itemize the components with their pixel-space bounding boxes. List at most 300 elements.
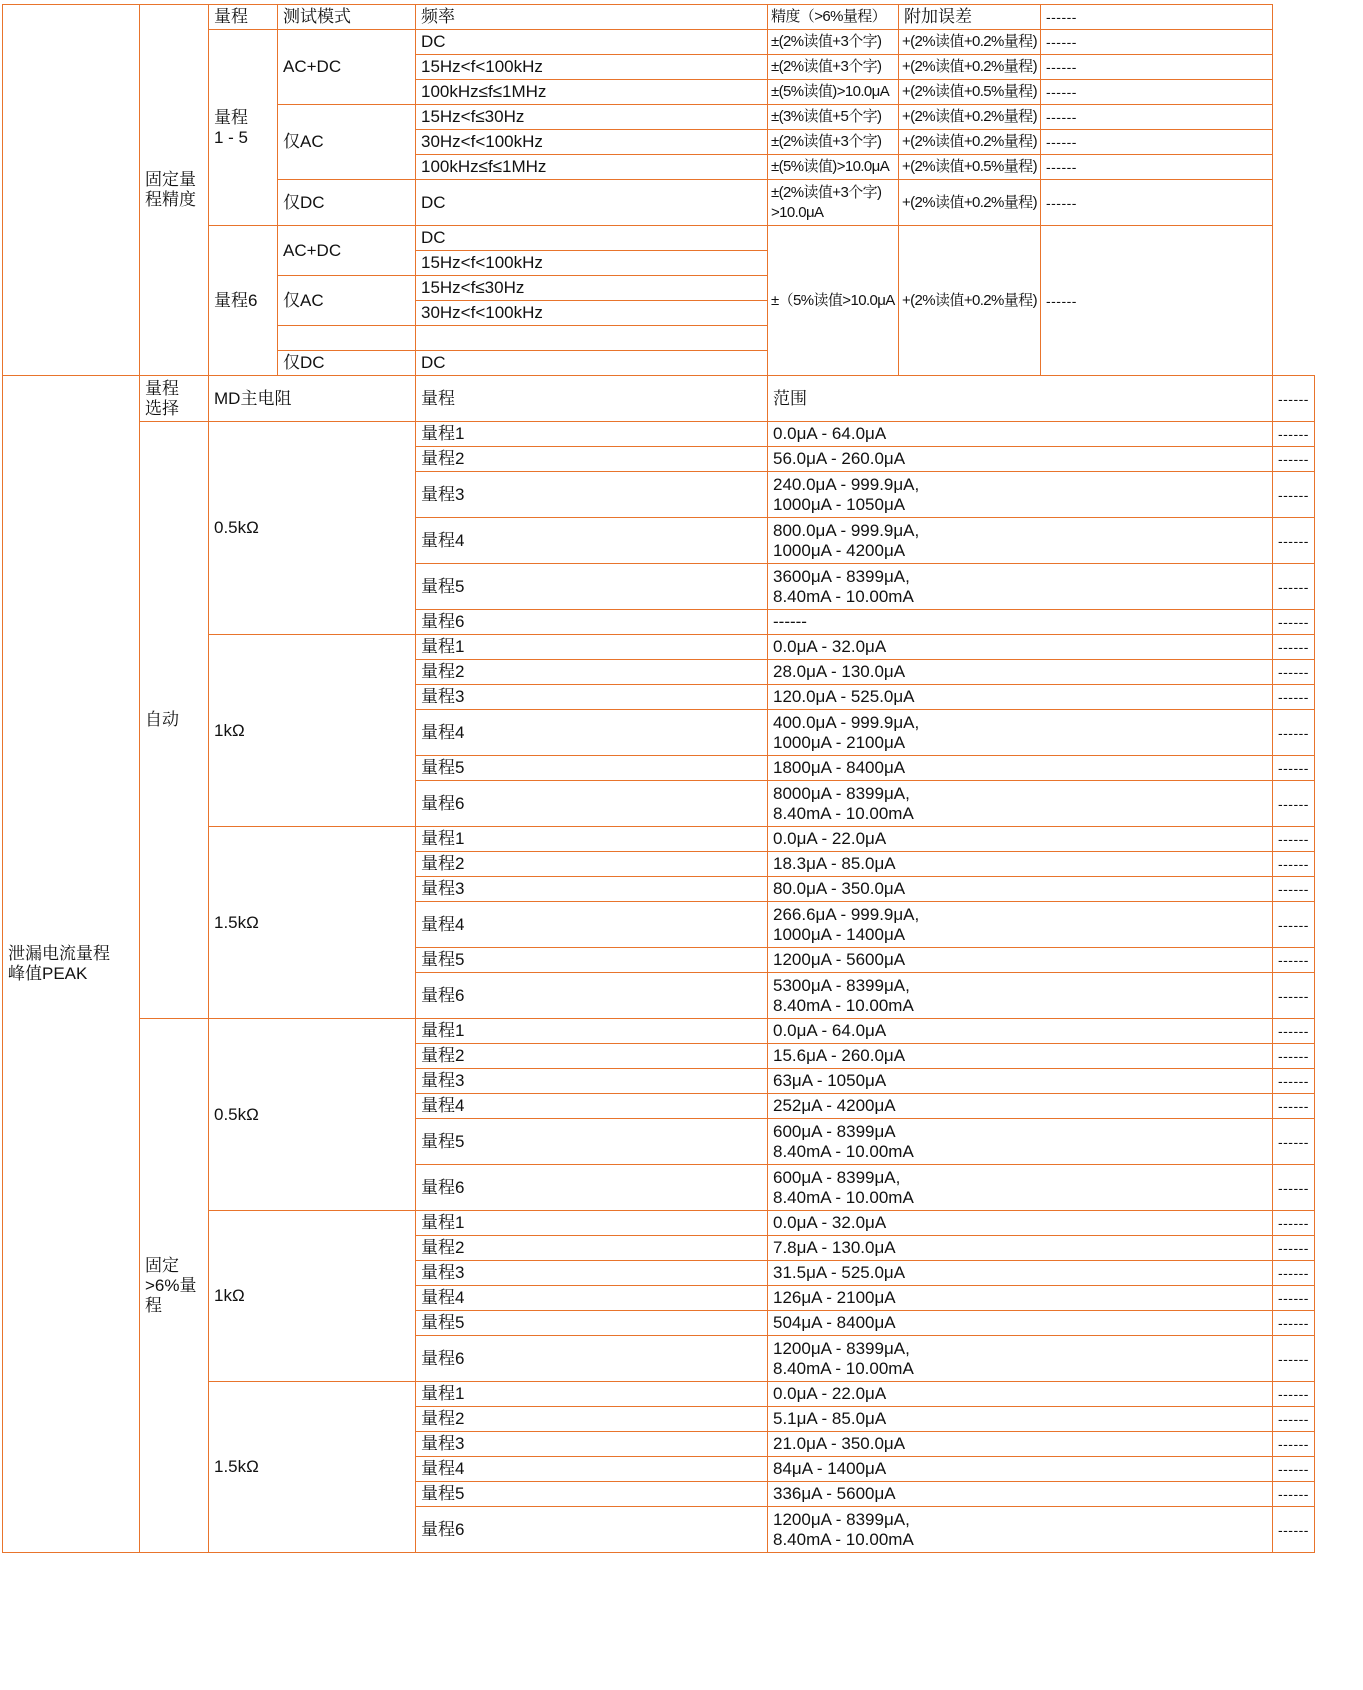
dash-cell-text: ------ [1277, 1265, 1309, 1281]
frequency-cell-text: 30Hz<f<100kHz [421, 303, 543, 322]
header-range-select [140, 376, 209, 422]
table-row [3, 376, 1315, 422]
dash-cell-text: ------ [1277, 1290, 1309, 1306]
range-cell-text: 量程5 [421, 1131, 465, 1151]
range-span-cell-text: 1800μA - 8400μA [773, 758, 906, 777]
dash-cell [1272, 781, 1314, 827]
range-span-cell-text: 8.40mA - 10.00mA [773, 803, 914, 823]
dash-cell-text: ------ [1277, 1486, 1309, 1502]
frequency-cell [416, 30, 768, 55]
dash-cell-text: ------ [1277, 1350, 1309, 1367]
test-mode-cell-text: 仅AC [283, 132, 324, 151]
accuracy-cell [768, 155, 899, 180]
frequency-cell-text: DC [421, 32, 446, 51]
range-span-cell [768, 1236, 1273, 1261]
range-span-cell-text: 8.40mA - 10.00mA [773, 1358, 914, 1378]
range-span-cell-text: 0.0μA - 64.0μA [773, 424, 887, 443]
dash-cell-text: ------ [1277, 689, 1309, 705]
dash-cell [1272, 852, 1314, 877]
range-cell [416, 1507, 768, 1553]
range-cell [416, 1119, 768, 1165]
accuracy-cell [768, 55, 899, 80]
range-span-cell-text: 0.0μA - 64.0μA [773, 1021, 887, 1040]
range-span-cell [768, 685, 1273, 710]
test-mode-cell [278, 180, 416, 226]
range-span-cell-text: 8.40mA - 10.00mA [773, 1187, 914, 1207]
dash-cell [1272, 1094, 1314, 1119]
dash-cell [1272, 1382, 1314, 1407]
range-span-cell-text: 5.1μA - 85.0μA [773, 1409, 887, 1428]
dash-cell [1272, 1336, 1314, 1382]
range-cell-text: 量程1 [421, 1213, 465, 1232]
dash-cell [1040, 80, 1272, 105]
range-6-label [209, 226, 278, 376]
frequency-cell [416, 180, 768, 226]
test-mode-cell-text: 仅DC [283, 353, 325, 372]
dash-cell-text: ------ [1277, 578, 1309, 595]
dash-cell [1040, 30, 1272, 55]
range-cell-text: 量程3 [421, 1434, 465, 1453]
range-span-cell [768, 1261, 1273, 1286]
additional-error-cell-text: +(2%读值+0.5%量程) [902, 83, 1037, 100]
frequency-cell [416, 55, 768, 80]
range-cell [416, 756, 768, 781]
range-6-additional-error [899, 226, 1041, 376]
dash-cell-text: ------ [1277, 1179, 1309, 1196]
test-mode-cell [278, 276, 416, 326]
frequency-cell [416, 276, 768, 301]
range-span-cell-text: 15.6μA - 260.0μA [773, 1046, 906, 1065]
range-cell-text: 量程5 [421, 1313, 465, 1332]
additional-error-cell-text: +(2%读值+0.2%量程) [902, 133, 1037, 150]
header-test-mode-text: 测试模式 [283, 7, 351, 26]
range-span-cell [768, 973, 1273, 1019]
dash-cell-text: ------ [1045, 109, 1077, 125]
dash-cell-text: ------ [1277, 952, 1309, 968]
table-row [3, 5, 1315, 30]
range-span-cell-text: 600μA - 8399μA [773, 1121, 896, 1141]
range-span-cell-text: 120.0μA - 525.0μA [773, 687, 915, 706]
frequency-cell-text: DC [421, 228, 446, 247]
additional-error-cell-text: +(2%读值+0.2%量程) [902, 58, 1037, 75]
dash-cell [1272, 1069, 1314, 1094]
range-span-cell-text: 3600μA - 8399μA, [773, 566, 910, 586]
fixed-mode-label [140, 1019, 209, 1553]
dash-cell [1272, 472, 1314, 518]
header-span-text: 范围 [773, 388, 807, 408]
range-span-cell [768, 1044, 1273, 1069]
dash-cell-text: ------ [1277, 1386, 1309, 1402]
range-cell [416, 781, 768, 827]
header-span [768, 376, 1273, 422]
additional-error-cell [899, 155, 1041, 180]
dash-cell-text: ------ [1277, 664, 1309, 680]
dash-cell [1272, 564, 1314, 610]
dash-cell [1040, 105, 1272, 130]
frequency-cell [416, 130, 768, 155]
range-cell [416, 1165, 768, 1211]
dash-cell-text: ------ [1277, 390, 1309, 407]
range-span-cell [768, 710, 1273, 756]
range-span-cell [768, 1432, 1273, 1457]
dash-cell-text: ------ [1277, 1461, 1309, 1477]
range-cell-text: 量程5 [421, 950, 465, 969]
range-span-cell-text: 8.40mA - 10.00mA [773, 1529, 914, 1549]
range-span-cell [768, 422, 1273, 447]
range-span-cell-text: 56.0μA - 260.0μA [773, 449, 906, 468]
range-span-cell-text: 80.0μA - 350.0μA [773, 879, 906, 898]
range-span-cell-text: 240.0μA - 999.9μA, [773, 474, 920, 494]
range-1-5-label [209, 30, 278, 226]
additional-error-cell [899, 30, 1041, 55]
frequency-cell [416, 251, 768, 276]
range-cell-text: 量程3 [421, 1071, 465, 1090]
dash-cell [1272, 1432, 1314, 1457]
section-label-blank [3, 5, 140, 376]
table-row [3, 1019, 1315, 1044]
md-resistor-cell-text: 1.5kΩ [214, 912, 259, 932]
range-cell [416, 1311, 768, 1336]
test-mode-cell [278, 351, 416, 376]
range-cell-text: 量程2 [421, 1409, 465, 1428]
dash-cell [1040, 55, 1272, 80]
accuracy-cell [768, 30, 899, 55]
range-span-cell-text: 1200μA - 8399μA, [773, 1509, 910, 1529]
dash-cell-text: ------ [1045, 292, 1077, 309]
additional-error-cell [899, 180, 1041, 226]
additional-error-cell-text: +(2%读值+0.5%量程) [902, 158, 1037, 175]
dash-cell [1040, 130, 1272, 155]
range-cell [416, 422, 768, 447]
dash-cell-text: ------ [1277, 760, 1309, 776]
frequency-cell-text: DC [421, 192, 446, 212]
md-resistor-cell [209, 422, 416, 635]
range-6-additional-error-text: +(2%读值+0.2%量程) [902, 291, 1037, 309]
dash-cell [1272, 376, 1314, 422]
range-span-cell-text: 8.40mA - 10.00mA [773, 1141, 914, 1161]
dash-cell-text: ------ [1277, 916, 1309, 933]
frequency-cell [416, 105, 768, 130]
range-cell-text: 量程5 [421, 576, 465, 596]
dash-cell-text: ------ [1277, 724, 1309, 741]
range-span-cell-text: 28.0μA - 130.0μA [773, 662, 906, 681]
frequency-cell-text: 100kHz≤f≤1MHz [421, 82, 547, 101]
range-cell-text: 量程3 [421, 879, 465, 898]
range-span-cell-text: 400.0μA - 999.9μA, [773, 712, 920, 732]
range-cell-text: 量程4 [421, 530, 465, 550]
dash-cell [1040, 155, 1272, 180]
additional-error-cell-text: +(2%读值+0.2%量程) [902, 108, 1037, 125]
range-span-cell-text: 266.6μA - 999.9μA, [773, 904, 920, 924]
range-6-label-text: 量程6 [214, 290, 258, 310]
frequency-cell-text: 15Hz<f≤30Hz [421, 278, 525, 297]
range-span-cell [768, 518, 1273, 564]
frequency-cell [416, 80, 768, 105]
range-cell-text: 量程3 [421, 1263, 465, 1282]
range-cell [416, 564, 768, 610]
dash-cell [1040, 226, 1272, 376]
dash-cell [1272, 447, 1314, 472]
md-resistor-cell-text: 1kΩ [214, 720, 245, 740]
range-span-cell-text: 8.40mA - 10.00mA [773, 995, 914, 1015]
dash-cell-text: ------ [1277, 831, 1309, 847]
leakage-peak-label-text: 泄漏电流量程 [8, 944, 110, 963]
range-span-cell-text: 336μA - 5600μA [773, 1484, 896, 1503]
frequency-cell-text: 15Hz<f≤30Hz [421, 107, 525, 126]
range-span-cell-text: 600μA - 8399μA, [773, 1167, 901, 1187]
range-span-cell [768, 1507, 1273, 1553]
dash-cell [1272, 1407, 1314, 1432]
header-frequency [416, 5, 768, 30]
fixed-range-accuracy-label [140, 5, 209, 376]
range-cell-text: 量程6 [421, 1177, 465, 1197]
range-span-cell-text: 800.0μA - 999.9μA, [773, 520, 920, 540]
range-cell-text: 量程6 [421, 1519, 465, 1539]
range-cell [416, 1211, 768, 1236]
test-mode-cell-text: 仅AC [283, 290, 324, 310]
range-span-cell [768, 1311, 1273, 1336]
dash-cell-text: ------ [1045, 59, 1077, 75]
dash-cell-text: ------ [1045, 159, 1077, 175]
dash-cell [1272, 660, 1314, 685]
range-span-cell [768, 447, 1273, 472]
range-span-cell [768, 610, 1273, 635]
additional-error-cell-text: +(2%读值+0.2%量程) [902, 33, 1037, 50]
dash-cell [1272, 1119, 1314, 1165]
range-span-cell-text: 1000μA - 1400μA [773, 924, 906, 944]
accuracy-cell-text: ±(2%读值+3个字) [771, 58, 882, 75]
table-row [3, 422, 1315, 447]
range-cell [416, 1261, 768, 1286]
dash-cell [1272, 422, 1314, 447]
fixed-range-accuracy-label-text: 程精度 [145, 190, 196, 209]
leakage-peak-label [3, 376, 140, 1553]
header-frequency-text: 频率 [421, 7, 455, 26]
dash-cell-text: ------ [1277, 1023, 1309, 1039]
accuracy-cell [768, 105, 899, 130]
accuracy-cell-text: ±(5%读值)>10.0μA [771, 158, 890, 175]
range-span-cell [768, 1094, 1273, 1119]
dash-cell [1272, 635, 1314, 660]
range-span-cell [768, 1069, 1273, 1094]
range-cell-text: 量程4 [421, 1459, 465, 1478]
test-mode-cell [278, 226, 416, 276]
range-cell-text: 量程6 [421, 985, 465, 1005]
range-span-cell [768, 877, 1273, 902]
range-cell-text: 量程1 [421, 424, 465, 443]
range-cell [416, 1044, 768, 1069]
dash-cell [1272, 1457, 1314, 1482]
range-cell [416, 852, 768, 877]
header-additional-error-text: 附加误差 [904, 7, 972, 26]
range-span-cell-text: 1000μA - 2100μA [773, 732, 906, 752]
md-resistor-cell [209, 1382, 416, 1553]
range-cell [416, 710, 768, 756]
md-resistor-cell [209, 635, 416, 827]
md-resistor-cell [209, 827, 416, 1019]
md-resistor-cell [209, 1019, 416, 1211]
dash-cell [1040, 180, 1272, 226]
range-cell-text: 量程1 [421, 829, 465, 848]
test-mode-cell-text: AC+DC [283, 57, 342, 76]
header-range-text: 量程 [214, 7, 248, 26]
range-cell [416, 1432, 768, 1457]
range-span-cell [768, 827, 1273, 852]
header-md-resistor [209, 376, 416, 422]
dash-cell-text: ------ [1277, 1215, 1309, 1231]
range-span-cell [768, 1407, 1273, 1432]
range-span-cell [768, 902, 1273, 948]
md-resistor-cell-text: 1.5kΩ [214, 1457, 259, 1476]
range-1-5-label-text: 1 - 5 [214, 127, 249, 147]
dash-cell [1272, 902, 1314, 948]
range-cell-text: 量程1 [421, 637, 465, 656]
range-cell-text: 量程6 [421, 793, 465, 813]
dash-cell [1272, 1165, 1314, 1211]
range-cell [416, 447, 768, 472]
range-span-cell-text: 0.0μA - 22.0μA [773, 1384, 887, 1403]
range-cell [416, 1382, 768, 1407]
dash-cell [1272, 1019, 1314, 1044]
dash-cell [1272, 610, 1314, 635]
accuracy-cell-text: >10.0μA [771, 203, 824, 221]
md-resistor-cell-text: 0.5kΩ [214, 1104, 259, 1124]
range-cell [416, 472, 768, 518]
range-span-cell-text: 1200μA - 5600μA [773, 950, 906, 969]
range-1-5-label-text: 量程 [214, 107, 248, 127]
range-span-cell [768, 660, 1273, 685]
dash-cell-text: ------ [1277, 426, 1309, 442]
range-span-cell-text: 31.5μA - 525.0μA [773, 1263, 906, 1282]
range-cell-text: 量程5 [421, 758, 465, 777]
range-span-cell [768, 1286, 1273, 1311]
range-cell [416, 902, 768, 948]
fixed-mode-label-text: >6%量 [145, 1275, 197, 1295]
header-range [416, 376, 768, 422]
range-span-cell-text: 21.0μA - 350.0μA [773, 1434, 906, 1453]
additional-error-cell [899, 55, 1041, 80]
additional-error-cell [899, 130, 1041, 155]
dash-cell [1272, 685, 1314, 710]
dash-cell-text: ------ [1277, 881, 1309, 897]
range-cell-text: 量程2 [421, 1046, 465, 1065]
range-cell [416, 635, 768, 660]
header-range-select-text: 选择 [145, 398, 179, 418]
dash-cell-text: ------ [1277, 987, 1309, 1004]
frequency-cell-text: DC [421, 353, 446, 372]
range-cell-text: 量程5 [421, 1484, 465, 1503]
range-cell-text: 量程4 [421, 1288, 465, 1307]
dash-cell-text: ------ [1277, 1315, 1309, 1331]
fixed-mode-label-text: 程 [145, 1295, 162, 1315]
additional-error-cell [899, 105, 1041, 130]
frequency-cell [416, 326, 768, 351]
range-cell [416, 1019, 768, 1044]
dash-cell-text: ------ [1277, 1436, 1309, 1452]
range-cell [416, 1069, 768, 1094]
dash-cell-text: ------ [1277, 1073, 1309, 1089]
range-span-cell [768, 1019, 1273, 1044]
range-span-cell [768, 1457, 1273, 1482]
dash-cell [1272, 1261, 1314, 1286]
dash-cell-text: ------ [1277, 1133, 1309, 1150]
leakage-current-spec-table [2, 4, 1315, 1553]
test-mode-cell-text: 仅DC [283, 192, 325, 212]
dash-cell-text: ------ [1277, 532, 1309, 549]
range-cell-text: 量程4 [421, 914, 465, 934]
test-mode-cell [278, 326, 416, 351]
range-span-cell-text: 1000μA - 1050μA [773, 494, 906, 514]
header-md-resistor-text: MD主电阻 [214, 388, 292, 408]
dash-cell [1272, 1044, 1314, 1069]
dash-cell-text: ------ [1277, 486, 1309, 503]
spec-table-body [3, 5, 1315, 1553]
md-resistor-cell-text: 0.5kΩ [214, 518, 259, 537]
range-span-cell-text: 7.8μA - 130.0μA [773, 1238, 896, 1257]
fixed-range-accuracy-label-text: 固定量 [145, 170, 196, 189]
range-span-cell-text: 0.0μA - 22.0μA [773, 829, 887, 848]
accuracy-cell [768, 130, 899, 155]
range-span-cell [768, 472, 1273, 518]
dash-cell [1272, 1286, 1314, 1311]
accuracy-cell-text: ±(5%读值)>10.0μA [771, 83, 890, 100]
range-6-accuracy-text: ±（5%读值>10.0μA [771, 291, 895, 309]
header-additional-error [899, 5, 1041, 30]
dash-cell-text: ------ [1277, 639, 1309, 655]
range-cell [416, 1457, 768, 1482]
dash-cell-text: ------ [1045, 9, 1077, 25]
dash-cell-text: ------ [1045, 134, 1077, 150]
range-span-cell [768, 1382, 1273, 1407]
range-cell-text: 量程2 [421, 662, 465, 681]
dash-cell [1272, 973, 1314, 1019]
range-6-accuracy [768, 226, 899, 376]
range-cell-text: 量程2 [421, 449, 465, 468]
range-cell [416, 1236, 768, 1261]
frequency-cell-text: 100kHz≤f≤1MHz [421, 157, 547, 176]
range-cell-text: 量程6 [421, 612, 465, 631]
range-cell [416, 1286, 768, 1311]
dash-cell [1272, 710, 1314, 756]
dash-cell-text: ------ [1277, 1240, 1309, 1256]
header-range-select-text: 量程 [145, 378, 179, 398]
dash-cell [1272, 877, 1314, 902]
range-span-cell-text: 0.0μA - 32.0μA [773, 637, 887, 656]
range-cell-text: 量程2 [421, 1238, 465, 1257]
range-cell [416, 1094, 768, 1119]
frequency-cell [416, 351, 768, 376]
frequency-cell [416, 155, 768, 180]
range-span-cell [768, 1119, 1273, 1165]
dash-cell [1272, 827, 1314, 852]
additional-error-cell-text: +(2%读值+0.2%量程) [902, 193, 1037, 211]
range-cell [416, 877, 768, 902]
range-cell [416, 827, 768, 852]
range-span-cell-text: 8.40mA - 10.00mA [773, 586, 914, 606]
frequency-cell [416, 301, 768, 326]
range-span-cell-text: 63μA - 1050μA [773, 1071, 887, 1090]
header-range-text: 量程 [421, 388, 455, 408]
range-span-cell-text: 0.0μA - 32.0μA [773, 1213, 887, 1232]
frequency-cell-text: 30Hz<f<100kHz [421, 132, 543, 151]
header-range [209, 5, 278, 30]
range-span-cell [768, 635, 1273, 660]
dash-cell-text: ------ [1277, 451, 1309, 467]
dash-cell-text: ------ [1277, 1411, 1309, 1427]
range-cell [416, 660, 768, 685]
dash-cell [1272, 948, 1314, 973]
dash-cell-text: ------ [1277, 1521, 1309, 1538]
